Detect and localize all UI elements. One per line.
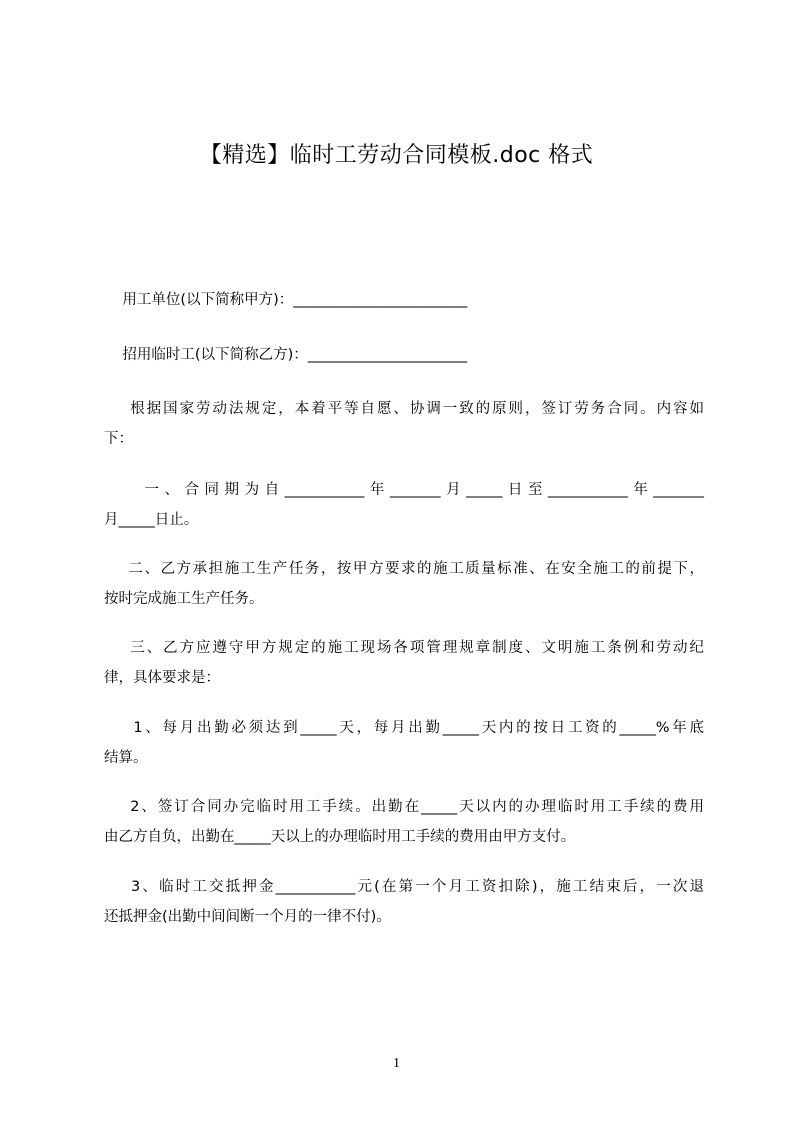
paragraph-line: 月_____日止。 (104, 512, 199, 528)
paragraph-line: 招用临时工(以下简称乙方)：______________________ (104, 347, 468, 363)
paragraph-line: 用工单位(以下简称甲方)：________________________ (104, 292, 468, 308)
paragraph-line: 由乙方自负，出勤在_____天以上的办理临时用工手续的费用由甲方支付。 (104, 829, 576, 845)
paragraph-line: 下： (104, 431, 133, 447)
paragraph-line: 还抵押金(出勤中间间断一个月的一律不付)。 (104, 909, 391, 925)
clause-3-paragraph (104, 633, 704, 693)
clause-1-paragraph (104, 475, 704, 535)
paragraph-line: 一、合同期为自___________年_______月_____日至___________年_______ (104, 482, 704, 498)
document-title: 【精选】临时工劳动合同模板.doc 格式 (199, 143, 594, 168)
paragraph-line: 二、乙方承担施工生产任务，按甲方要求的施工质量标准、在安全施工的前提下， (104, 561, 704, 577)
item-1-paragraph (104, 713, 704, 773)
paragraph-line: 根据国家劳动法规定，本着平等自愿、协调一致的原则，签订劳务合同。内容如 (104, 401, 704, 417)
clause-2-paragraph (104, 554, 704, 614)
paragraph-line: 1、每月出勤必须达到_____天，每月出勤_____天内的按日工资的_____%年底 (104, 720, 704, 736)
paragraph-line: 律，具体要求是： (104, 670, 220, 686)
paragraph-line: 三、乙方应遵守甲方规定的施工现场各项管理规章制度、文明施工条例和劳动纪 (104, 640, 704, 656)
preamble-paragraph (104, 394, 704, 454)
paragraph-line: 结算。 (104, 750, 148, 766)
paragraph-line: 3、临时工交抵押金___________元(在第一个月工资扣除)，施工结束后，一次退 (104, 879, 704, 895)
item-3-paragraph (104, 872, 704, 932)
paragraph-line: 按时完成施工生产任务。 (104, 591, 264, 607)
item-2-paragraph (104, 792, 704, 852)
employer-field (104, 285, 704, 315)
employee-field (104, 340, 704, 370)
paragraph-line: 2、签订合同办完临时用工手续。出勤在_____天以内的办理临时用工手续的费用 (104, 799, 704, 815)
page-number: 1 (393, 1056, 400, 1071)
